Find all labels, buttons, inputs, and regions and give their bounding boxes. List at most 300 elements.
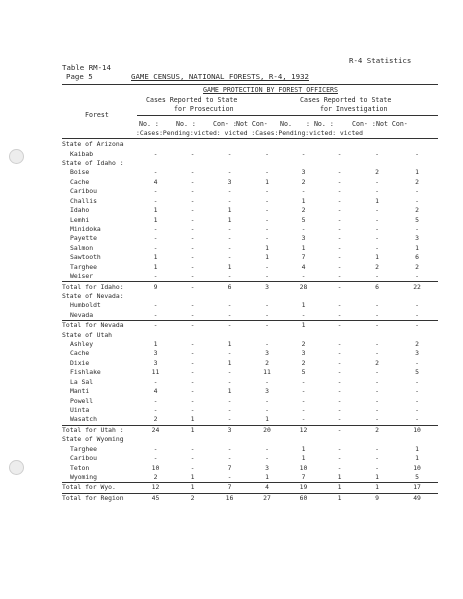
value-cell: - [337,368,342,377]
table-row [62,445,438,454]
value-cell: - [337,406,342,415]
value-cell: - [248,321,286,331]
value-cell: 6 [211,282,248,292]
value-cell: - [265,340,269,349]
value-cell: - [153,149,158,158]
value-cell: - [190,253,195,262]
value-cell: 1 [286,321,321,331]
value-cell: 1 [415,454,419,463]
value-cell: 7 [301,253,306,262]
value-cell: 5 [415,215,419,224]
state-row [62,330,438,339]
state-name: State of Wyoming [62,435,124,444]
value-cell: - [153,234,158,243]
investigation-header-2: for Investigation [320,105,388,113]
value-cell: 1 [227,206,232,215]
value-cell: 3 [415,349,419,358]
value-cell: - [190,215,195,224]
value-cell: - [415,310,419,319]
value-cell: - [415,301,419,310]
value-cell: 1 [301,301,306,310]
total-row [62,483,438,493]
state-row [62,140,438,149]
value-cell: 1 [265,243,269,252]
value-cell: 7 [301,472,306,481]
region-label: R-4 Statistics [349,56,412,65]
value-cell: 3 [301,234,306,243]
value-cell: - [227,149,232,158]
value-cell: 3 [211,425,248,435]
table-row [62,349,438,358]
forest-name: Boise [70,168,90,177]
value-cell: - [153,377,158,386]
value-cell: - [190,262,195,271]
value-cell: - [265,187,269,196]
value-cell: 2 [415,262,419,271]
value-cell: - [153,454,158,463]
value-cell: - [227,415,232,424]
value-cell: - [375,377,379,386]
forest-name: Salmon [70,243,94,252]
value-cell: - [190,168,195,177]
value-cell: - [337,196,342,205]
table-row [62,197,438,206]
punch-hole-bottom [9,460,24,475]
forest-name: Teton [70,463,90,472]
header-top-rule [62,84,438,85]
value-cell: - [153,301,158,310]
value-cell: - [415,387,419,396]
total-label: Total for Nevada [62,321,137,331]
value-cell: - [337,272,342,281]
value-cell: - [415,272,419,281]
value-cell: - [227,168,232,177]
value-cell: - [227,301,232,310]
prosecution-header-1: Cases Reported to State [146,96,238,104]
value-cell: 3 [265,349,269,358]
total-row [62,282,438,292]
value-cell: - [265,215,269,224]
table-row [62,406,438,415]
col-header-not-convicted: Not Con- [236,120,268,128]
value-cell: 1 [358,483,396,493]
value-cell: 60 [286,493,321,503]
value-cell: 2 [375,262,379,271]
value-cell: 2 [301,340,306,349]
value-cell: - [227,253,232,262]
value-cell: - [265,262,269,271]
value-cell: 2 [358,425,396,435]
page-number: Page 5 [66,72,93,81]
value-cell: - [190,243,195,252]
value-cell: - [375,415,379,424]
value-cell: 6 [415,253,419,262]
value-cell: 3 [301,168,306,177]
state-name: State of Arizona [62,140,124,149]
value-cell: 16 [211,493,248,503]
value-cell: - [190,225,195,233]
value-cell: - [415,358,419,367]
forest-name: Payette [70,234,97,243]
table-id: Table RM-14 [62,63,111,72]
value-cell: - [415,196,419,205]
subheader-rule [137,115,438,116]
value-cell: - [301,187,306,196]
value-cell: 3 [301,349,306,358]
value-cell: 9 [358,493,396,503]
value-cell: 3 [248,282,286,292]
total-label: Total for Wyo. [62,483,137,493]
value-cell: - [301,387,306,396]
value-cell: - [265,444,269,453]
state-name: State of Utah [62,330,113,339]
value-cell: 1 [174,483,211,493]
state-row [62,292,438,301]
value-cell: 1 [227,340,232,349]
value-cell: 1 [415,444,419,453]
value-cell: 10 [413,463,421,472]
value-cell: 7 [227,463,232,472]
value-cell: - [375,396,379,405]
value-cell: 7 [211,483,248,493]
forest-name: Uinta [70,406,90,415]
value-cell: - [153,196,158,205]
value-cell: - [153,225,158,233]
value-cell: 1 [153,253,158,262]
forest-name: Targhee [70,444,97,453]
value-cell: 5 [415,368,419,377]
total-label: Total for Region [62,493,137,503]
value-cell: 12 [286,425,321,435]
value-cell: - [265,272,269,281]
value-cell: - [375,187,379,196]
value-cell: - [375,177,379,186]
value-cell: 11 [263,368,271,377]
value-cell: - [190,368,195,377]
value-cell: - [227,472,232,481]
value-cell: - [375,340,379,349]
value-cell: - [415,406,419,415]
value-cell: - [337,396,342,405]
value-cell: 10 [396,425,438,435]
value-cell: - [375,225,379,233]
value-cell: 1 [227,262,232,271]
value-cell: - [375,234,379,243]
investigation-header-1: Cases Reported to State [300,96,392,104]
value-cell: - [227,406,232,415]
value-cell: 6 [358,282,396,292]
value-cell: - [337,177,342,186]
value-cell: 10 [299,463,308,472]
value-cell: - [153,406,158,415]
value-cell: 17 [396,483,438,493]
value-cell: - [301,272,306,281]
value-cell: - [337,234,342,243]
table-row [62,463,438,472]
value-cell: 5 [415,472,419,481]
value-cell: - [190,187,195,196]
value-cell: - [265,396,269,405]
forest-name: Cache [70,177,90,186]
value-cell: - [190,463,195,472]
value-cell: 1 [227,358,232,367]
value-cell: - [227,196,232,205]
value-cell: 28 [286,282,321,292]
forest-name: Challis [70,196,97,205]
table-row [62,225,438,234]
col-header-no-pending: No. : [176,120,196,128]
value-cell: 1 [265,253,269,262]
forest-name: Caribou [70,187,97,196]
value-cell: 5 [301,215,306,224]
value-cell: 4 [153,387,158,396]
value-cell: 1 [321,493,358,503]
table-row [62,473,438,483]
value-cell: - [190,301,195,310]
table-row [62,340,438,349]
value-cell: 3 [227,177,232,186]
forest-name: Idaho [70,206,90,215]
value-cell: 2 [415,177,419,186]
value-cell: - [301,406,306,415]
value-cell: 4 [301,262,306,271]
value-cell: - [375,387,379,396]
value-cell: 1 [265,472,269,481]
total-label: Total for Utah : [62,425,137,435]
value-cell: - [137,321,174,331]
value-cell: 1 [337,472,342,481]
table-row [62,187,438,196]
value-cell: - [227,225,232,233]
value-cell: - [337,149,342,158]
value-cell: 1 [227,215,232,224]
value-cell: - [227,310,232,319]
value-cell: 22 [396,282,438,292]
page-title: GAME CENSUS, NATIONAL FORESTS, R-4, 1932 [131,72,309,81]
value-cell: 11 [151,368,160,377]
table-row [62,272,438,282]
value-cell: - [337,415,342,424]
value-cell: - [190,396,195,405]
table-row [62,206,438,215]
value-cell: - [227,454,232,463]
value-cell: - [375,310,379,319]
table-row [62,368,438,377]
value-cell: - [337,340,342,349]
value-cell: 2 [415,340,419,349]
table-row [62,262,438,271]
value-cell: - [415,225,419,233]
forest-name: Weiser [70,272,94,281]
value-cell: - [153,444,158,453]
total-row [62,321,438,331]
value-cell: - [227,234,232,243]
value-cell: - [337,206,342,215]
value-cell: 1 [321,483,358,493]
value-cell: - [227,187,232,196]
value-cell: - [337,454,342,463]
prosecution-header-2: for Prosecution [174,105,234,113]
value-cell: 2 [375,168,379,177]
value-cell: - [227,349,232,358]
value-cell: 4 [248,483,286,493]
value-cell: - [337,310,342,319]
table-row [62,454,438,463]
value-cell: - [265,225,269,233]
value-cell: - [174,282,211,292]
value-cell: - [153,187,158,196]
value-cell: 49 [396,493,438,503]
value-cell: - [337,262,342,271]
forest-name: Nevada [70,310,94,319]
value-cell: 3 [265,463,269,472]
game-protection-table [62,140,438,503]
state-row [62,435,438,444]
value-cell: - [337,243,342,252]
value-cell: - [415,396,419,405]
value-cell: - [190,444,195,453]
value-cell: 4 [153,177,158,186]
col-header-inv-not-convicted: Not Con- [376,120,408,128]
total-row [62,493,438,503]
value-cell: - [190,377,195,386]
value-cell: - [211,321,248,331]
value-cell: 1 [301,243,306,252]
forest-name: Ashley [70,340,94,349]
value-cell: 45 [137,493,174,503]
value-cell: - [375,463,379,472]
value-cell: 1 [174,425,211,435]
value-cell: - [301,396,306,405]
value-cell: 1 [153,206,158,215]
value-cell: - [337,444,342,453]
value-cell: - [358,321,396,331]
value-cell: 1 [375,253,379,262]
value-cell: - [227,396,232,405]
value-cell: 2 [301,206,306,215]
value-cell: - [415,187,419,196]
value-cell: 19 [286,483,321,493]
value-cell: - [337,349,342,358]
value-cell: - [190,340,195,349]
value-cell: - [227,243,232,252]
value-cell: - [265,168,269,177]
col-subheader-row: :Cases:Pending:victed: victed :Cases:Pending:victed: victed [136,129,364,137]
value-cell: - [174,321,211,331]
table-row [62,378,438,387]
value-cell: - [190,387,195,396]
value-cell: - [227,272,232,281]
value-cell: - [190,196,195,205]
value-cell: - [337,463,342,472]
value-cell: - [265,377,269,386]
value-cell: - [190,358,195,367]
value-cell: 1 [190,415,195,424]
value-cell: - [337,377,342,386]
value-cell: 2 [174,493,211,503]
value-cell: - [337,253,342,262]
total-label: Total for Idaho: [62,282,137,292]
value-cell: 1 [265,177,269,186]
forest-name: Manti [70,387,90,396]
value-cell: - [153,168,158,177]
value-cell: - [265,406,269,415]
table-row [62,311,438,321]
value-cell: 2 [153,415,158,424]
group-header: GAME PROTECTION BY FOREST OFFICERS [203,86,338,94]
value-cell: - [153,310,158,319]
value-cell: - [321,425,358,435]
value-cell: 2 [375,358,379,367]
value-cell: - [265,196,269,205]
value-cell: - [190,234,195,243]
total-row [62,425,438,435]
table-row [62,387,438,396]
value-cell: - [227,368,232,377]
value-cell: - [301,310,306,319]
value-cell: - [153,396,158,405]
value-cell: - [227,444,232,453]
forest-name: Dixie [70,358,90,367]
value-cell: 1 [415,243,419,252]
value-cell: - [301,149,306,158]
value-cell: 10 [151,463,160,472]
value-cell: - [375,301,379,310]
value-cell: - [301,225,306,233]
value-cell: - [375,406,379,415]
forest-name: Minidoka [70,225,101,233]
value-cell: - [153,243,158,252]
value-cell: 24 [137,425,174,435]
value-cell: - [375,215,379,224]
value-cell: - [301,415,306,424]
value-cell: - [415,149,419,158]
forest-name: Humboldt [70,301,101,310]
value-cell: 27 [248,493,286,503]
value-cell: 2 [415,206,419,215]
state-row [62,159,438,168]
table-row [62,149,438,158]
header-bottom-rule [62,138,438,139]
value-cell: 9 [137,282,174,292]
value-cell: 1 [153,340,158,349]
value-cell: - [375,444,379,453]
value-cell: - [190,454,195,463]
forest-column-header: Forest [85,111,109,119]
value-cell: 3 [153,349,158,358]
value-cell: - [190,310,195,319]
value-cell: - [375,149,379,158]
value-cell: - [227,377,232,386]
value-cell: - [265,301,269,310]
table-row [62,168,438,177]
value-cell: - [265,149,269,158]
value-cell: - [265,310,269,319]
value-cell: - [153,272,158,281]
value-cell: 3 [153,358,158,367]
value-cell: - [375,454,379,463]
value-cell: 1 [265,415,269,424]
value-cell: 5 [301,368,306,377]
forest-name: Powell [70,396,94,405]
value-cell: 1 [301,196,306,205]
value-cell: - [321,321,358,331]
value-cell: - [396,321,438,331]
value-cell: 20 [248,425,286,435]
forest-name: Caribou [70,454,97,463]
value-cell: - [321,282,358,292]
value-cell: 1 [301,454,306,463]
